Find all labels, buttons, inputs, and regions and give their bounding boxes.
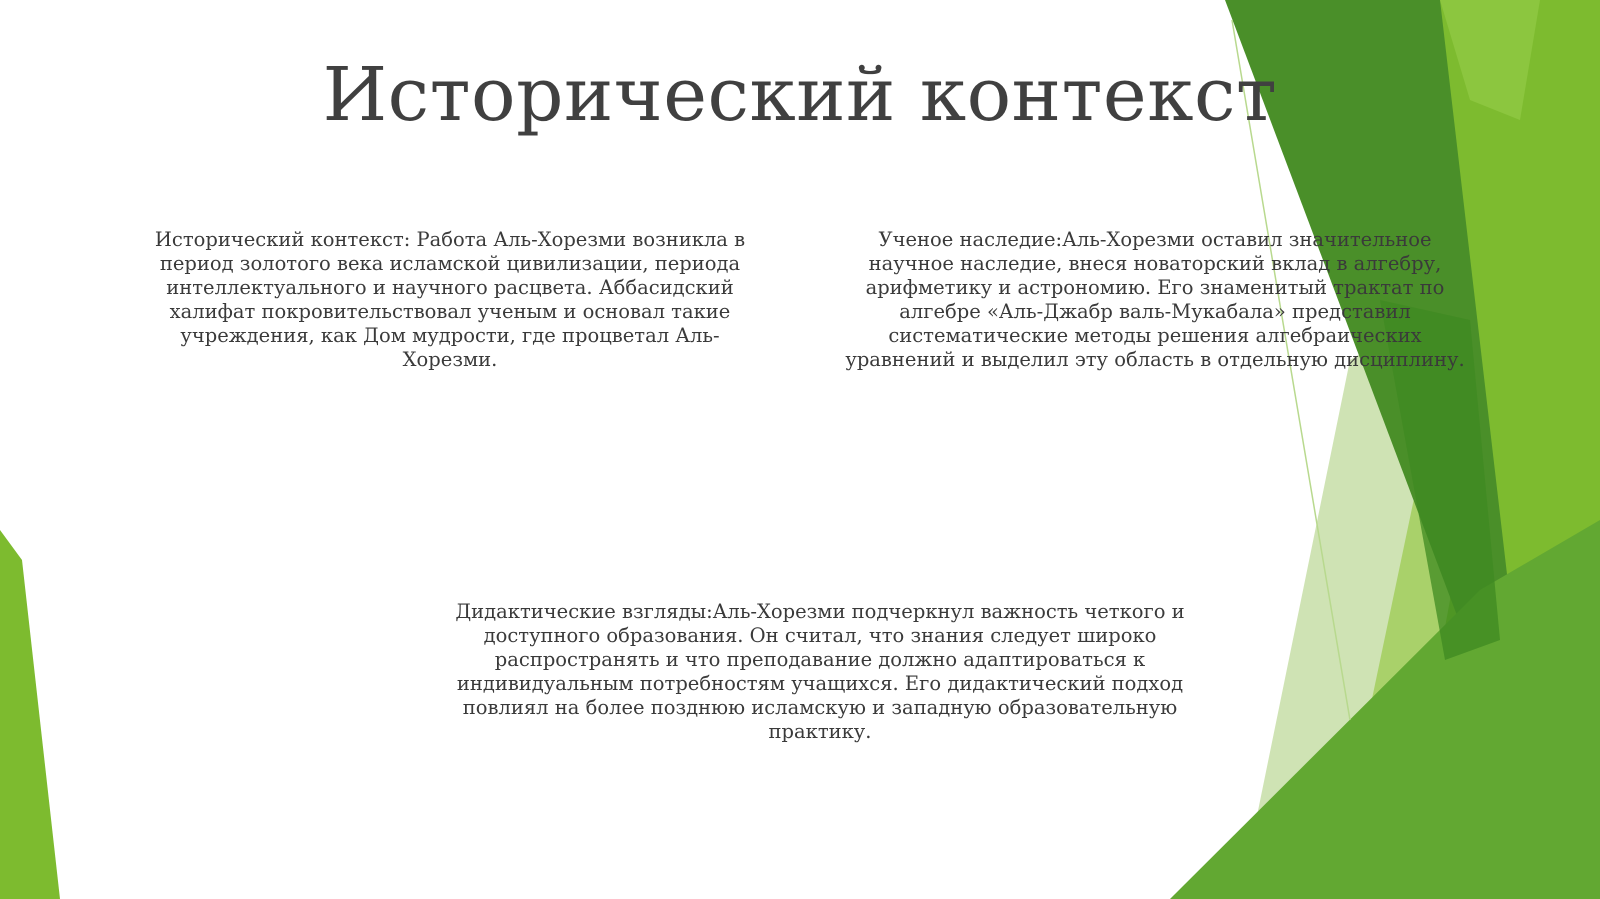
scientific-legacy-text: Ученое наследие:Аль-Хорезми оставил значительное научное наследие, внеся новаторский вклад в алгебру, арифметику и астрономию. Его знаменитый трактат по алгебре «Аль-Джабр валь-Мукабала» представил систематические методы решения алгебраических уравнений и выделил эту область в отдельную дисциплину. <box>845 228 1465 371</box>
slide-title: Исторический контекст <box>322 52 1278 138</box>
historical-context-text: Исторический контекст: Работа Аль-Хорезми возникла в период золотого века исламской цивилизации, периода интеллектуального и научного расцвета. Аббасидский халифат покровительствовал ученым и основал такие учреждения, как Дом мудрости, где процветал Аль-Хорезми. <box>154 228 746 371</box>
left-edge-facet <box>0 530 60 899</box>
didactic-views-text: Дидактические взгляды:Аль-Хорезми подчеркнул важность четкого и доступного образования. Он считал, что знания следует широко распространять и что преподавание должно адаптироваться к индивидуальным потребностям учащихся. Его дидактический подход повлиял на более позднюю исламскую и западную образовательную практику. <box>455 600 1185 743</box>
